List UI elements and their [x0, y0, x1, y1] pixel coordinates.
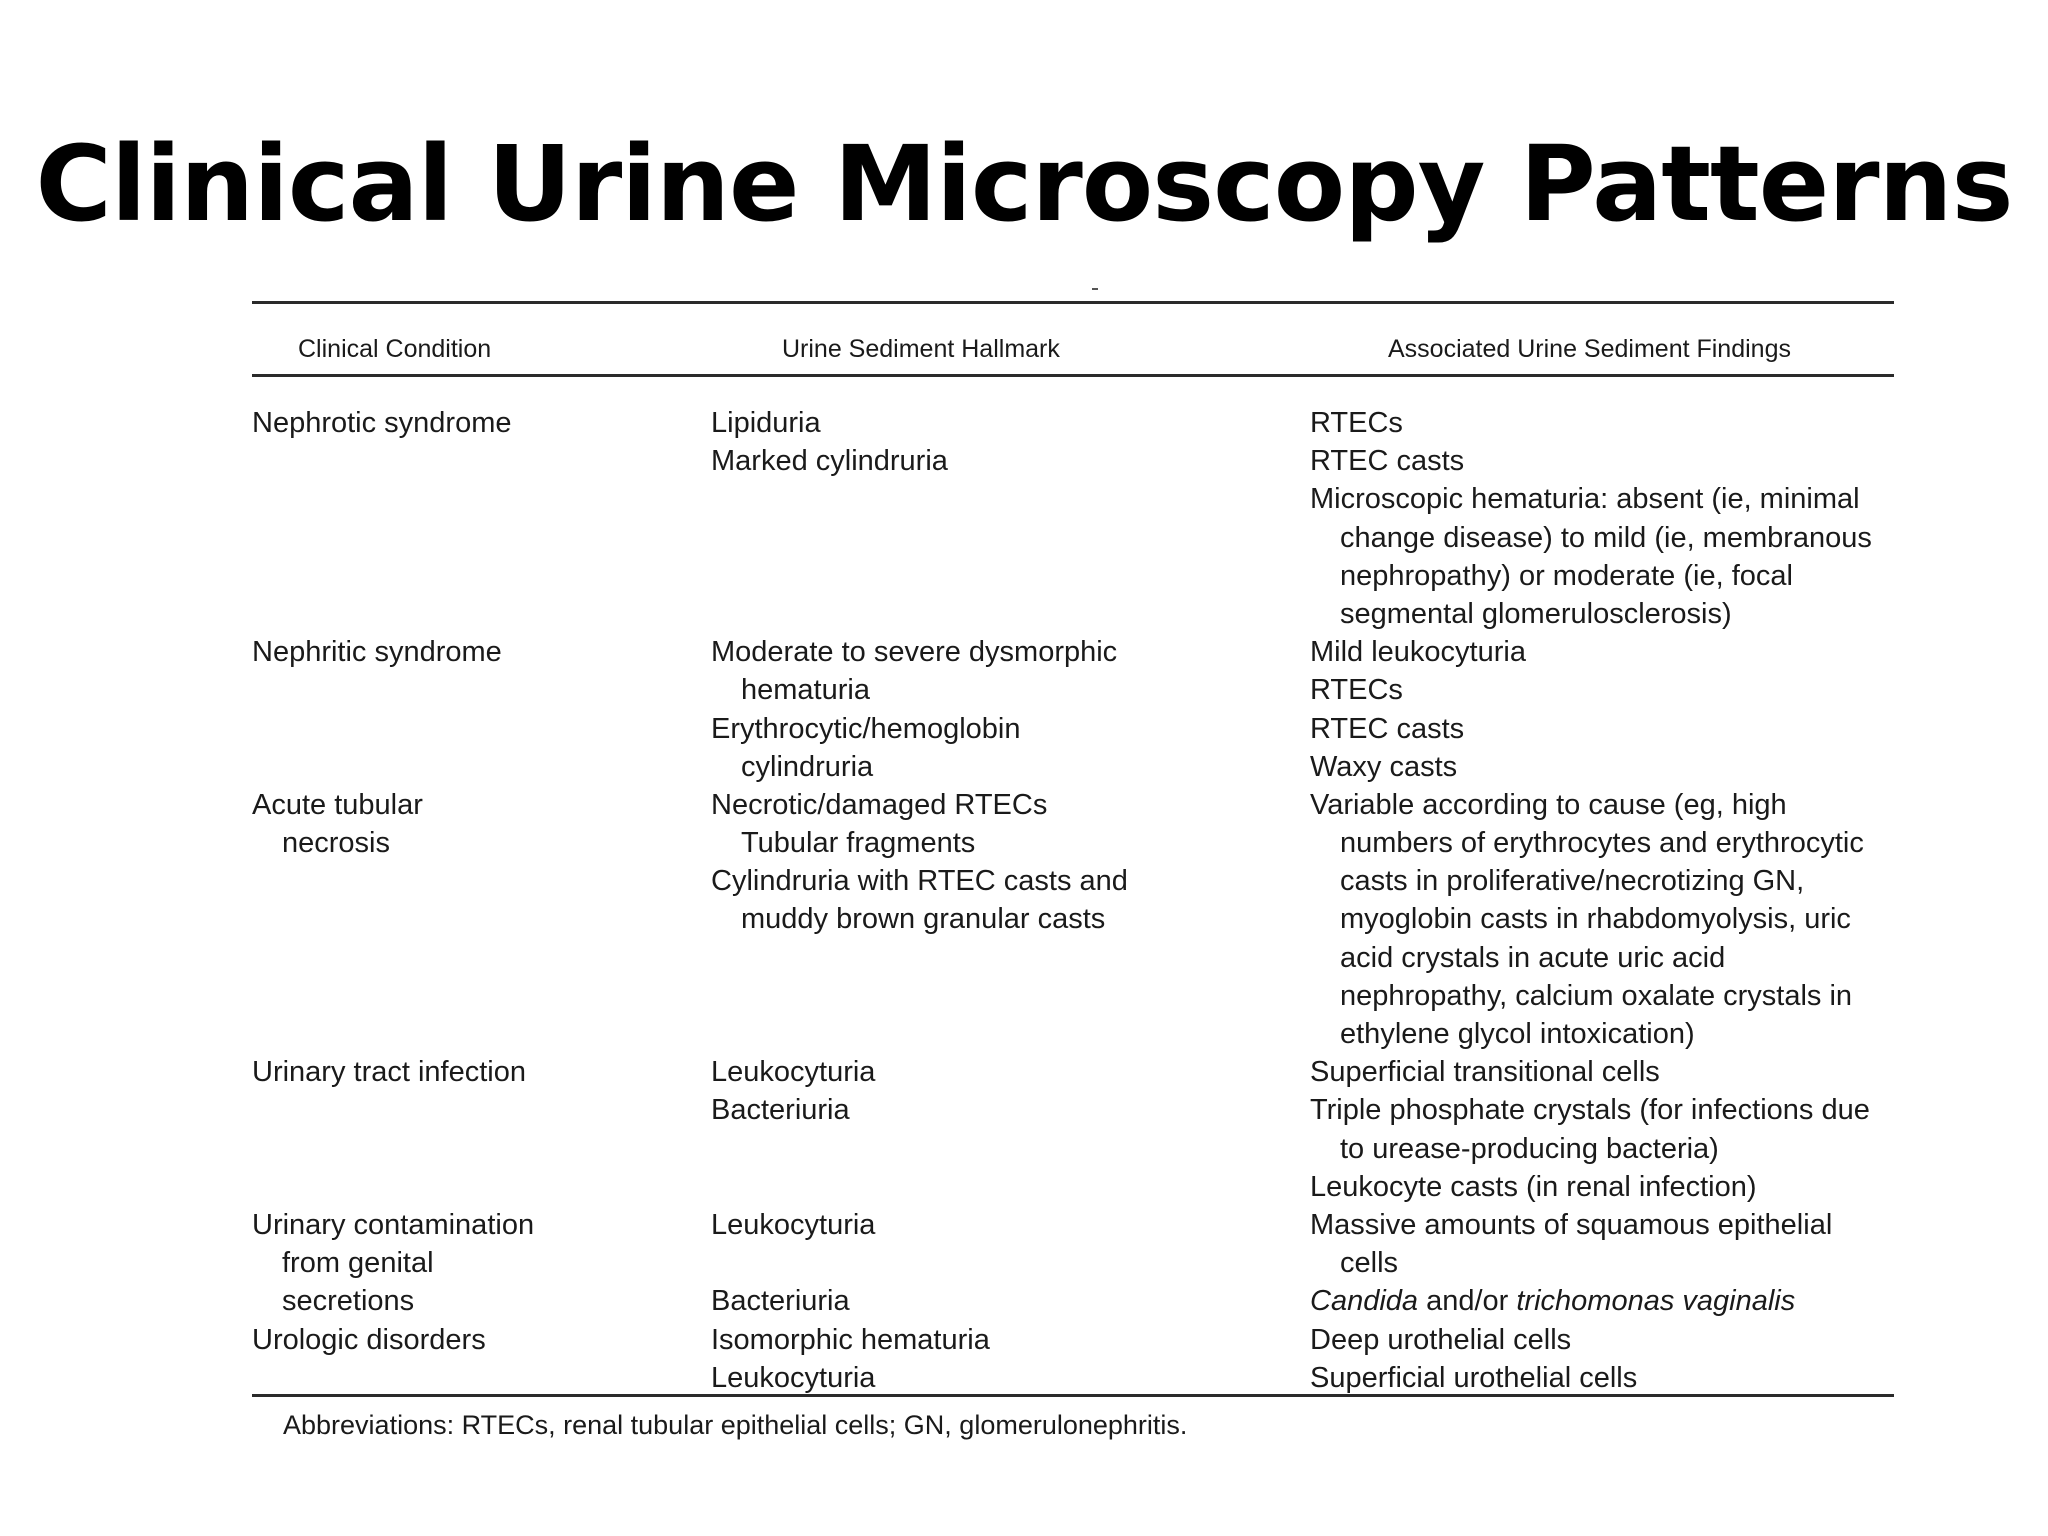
- finding-line: Massive amounts of squamous epithelial: [1310, 1208, 1833, 1241]
- hallmark-line: Tubular fragments: [741, 827, 976, 860]
- condition-line: [252, 595, 692, 633]
- finding-line: numbers of erythrocytes and erythrocytic: [1340, 827, 1864, 860]
- column-clinical-condition: [252, 404, 692, 1397]
- condition-line: Urologic disorders: [252, 1323, 486, 1356]
- hallmark-line: Erythrocytic/hemoglobin: [711, 712, 1021, 745]
- finding-line: cells: [1340, 1247, 1399, 1280]
- finding-line: Triple phosphate crystals (for infections due: [1310, 1094, 1870, 1127]
- finding-line: to urease-producing bacteria): [1340, 1132, 1719, 1165]
- finding-line: Superficial transitional cells: [1310, 1056, 1660, 1089]
- condition-line: [252, 442, 692, 480]
- condition-line: [252, 671, 692, 709]
- hallmark-line: hematuria: [741, 674, 870, 707]
- condition-line: [252, 1091, 692, 1129]
- hallmark-line: [711, 595, 1311, 633]
- hallmark-line: Isomorphic hematuria: [711, 1323, 990, 1356]
- hallmark-line: Moderate to severe dysmorphic: [711, 636, 1118, 669]
- condition-line: Urinary contamination: [252, 1208, 535, 1241]
- hallmark-line: [711, 519, 1311, 557]
- hallmark-line: [711, 939, 1311, 977]
- finding-line: Waxy casts: [1310, 750, 1458, 783]
- condition-line: [252, 862, 692, 900]
- hallmark-line: Cylindruria with RTEC casts and: [711, 865, 1128, 898]
- header-clinical-condition: Clinical Condition: [298, 335, 492, 363]
- hallmark-line: Marked cylindruria: [711, 445, 948, 478]
- finding-line: RTECs: [1310, 674, 1403, 707]
- slide-title: Clinical Urine Microscopy Patterns: [35, 123, 2013, 245]
- hallmark-line: [711, 1244, 1311, 1282]
- organism-name: Candida: [1310, 1285, 1419, 1318]
- table-header-rule: [252, 374, 1894, 377]
- finding-line: RTEC casts: [1310, 445, 1465, 478]
- hallmark-line: Leukocyturia: [711, 1361, 876, 1394]
- table-top-rule: [252, 301, 1894, 304]
- condition-line: [252, 519, 692, 557]
- finding-line: segmental glomerulosclerosis): [1340, 597, 1732, 630]
- hallmark-line: Lipiduria: [711, 407, 821, 439]
- condition-line: [252, 557, 692, 595]
- finding-line: Microscopic hematuria: absent (ie, minimal: [1310, 483, 1860, 516]
- header-associated-findings: Associated Urine Sediment Findings: [1388, 335, 1791, 363]
- condition-line: [252, 710, 692, 748]
- condition-line: Nephritic syndrome: [252, 636, 502, 669]
- condition-line: secretions: [282, 1285, 415, 1318]
- finding-line: RTEC casts: [1310, 712, 1465, 745]
- hallmark-line: cylindruria: [741, 750, 874, 783]
- hallmark-line: [711, 1168, 1311, 1206]
- hallmark-line: [711, 557, 1311, 595]
- condition-line: [252, 1359, 692, 1397]
- table-footnote: Abbreviations: RTECs, renal tubular epithelial cells; GN, glomerulonephritis.: [283, 1410, 1188, 1440]
- finding-line: acid crystals in acute uric acid: [1340, 941, 1726, 974]
- finding-line: RTECs: [1310, 407, 1403, 439]
- condition-line: [252, 900, 692, 938]
- finding-line: Leukocyte casts (in renal infection): [1310, 1170, 1757, 1203]
- condition-line: Urinary tract infection: [252, 1056, 526, 1089]
- finding-line: myoglobin casts in rhabdomyolysis, uric: [1340, 903, 1851, 936]
- condition-line: [252, 1130, 692, 1168]
- hallmark-line: Leukocyturia: [711, 1208, 876, 1241]
- condition-line: Acute tubular: [252, 788, 423, 821]
- finding-line: nephropathy, calcium oxalate crystals in: [1340, 979, 1853, 1012]
- condition-line: [252, 1015, 692, 1053]
- hallmark-line: Bacteriuria: [711, 1285, 850, 1318]
- condition-line: [252, 1168, 692, 1206]
- finding-line: nephropathy) or moderate (ie, focal: [1340, 559, 1793, 592]
- column-associated-findings: [1310, 404, 1910, 1397]
- hallmark-line: [711, 977, 1311, 1015]
- hallmark-line: Leukocyturia: [711, 1056, 876, 1089]
- finding-line: Deep urothelial cells: [1310, 1323, 1572, 1356]
- condition-line: [252, 939, 692, 977]
- finding-line: change disease) to mild (ie, membranous: [1340, 521, 1872, 554]
- organism-name: trichomonas vaginalis: [1516, 1285, 1796, 1318]
- conjunction-text: and/or: [1418, 1285, 1517, 1318]
- hallmark-line: Necrotic/damaged RTECs: [711, 788, 1048, 821]
- finding-line: ethylene glycol intoxication): [1340, 1018, 1695, 1050]
- hallmark-line: [711, 480, 1311, 518]
- finding-line: casts in proliferative/necrotizing GN,: [1340, 865, 1805, 898]
- hallmark-line: muddy brown granular casts: [741, 903, 1106, 936]
- hallmark-line: Bacteriuria: [711, 1094, 850, 1127]
- condition-line: from genital: [282, 1247, 434, 1280]
- hallmark-line: [711, 1015, 1311, 1053]
- finding-line: Variable according to cause (eg, high: [1310, 788, 1787, 821]
- condition-line: [252, 977, 692, 1015]
- hallmark-line: [711, 1130, 1311, 1168]
- finding-line: Superficial urothelial cells: [1310, 1361, 1638, 1394]
- condition-line: necrosis: [282, 827, 390, 860]
- finding-line: [1310, 1282, 1910, 1320]
- dash-mark: [1092, 288, 1098, 290]
- condition-line: [252, 748, 692, 786]
- column-urine-sediment-hallmark: [711, 404, 1311, 1397]
- header-urine-sediment-hallmark: Urine Sediment Hallmark: [782, 335, 1060, 363]
- table-bottom-rule: [252, 1394, 1894, 1397]
- finding-line: Mild leukocyturia: [1310, 636, 1526, 669]
- condition-line: Nephrotic syndrome: [252, 407, 512, 439]
- condition-line: [252, 480, 692, 518]
